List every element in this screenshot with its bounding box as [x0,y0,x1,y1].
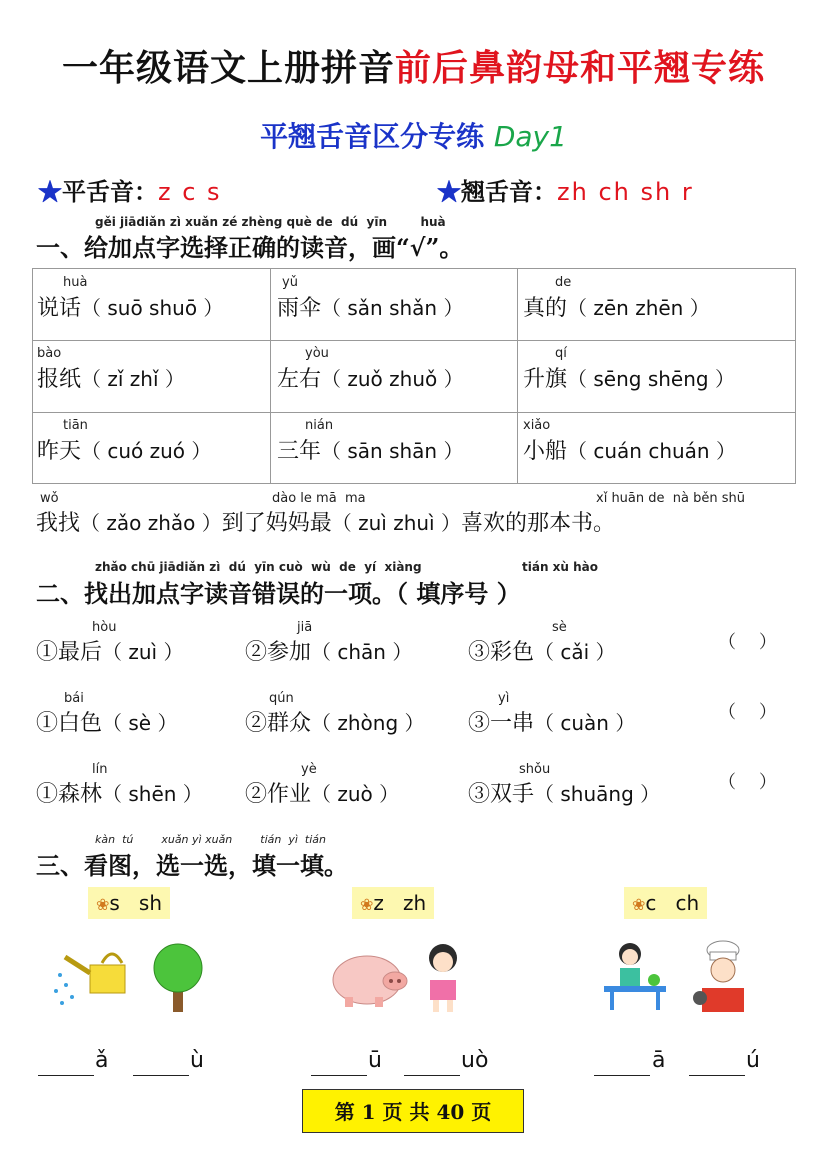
sentence-option[interactable]: （ zuì zhuì ） [331,511,461,535]
blank-tone: ú [746,1048,760,1073]
girl-icon [418,940,468,1015]
flat-tongue-row [38,172,222,207]
option-label: ❀c ch [624,887,707,919]
table-cell[interactable]: 昨天（ cuó zuó ） [37,439,212,464]
answer-blank[interactable] [689,1075,745,1076]
curl-value: zh ch sh r [557,178,694,206]
watering-can-icon [50,935,140,1015]
answer-blank[interactable] [133,1075,189,1076]
cell-pinyin: yòu [305,346,329,361]
cell-pinyin: yǔ [282,275,298,290]
sentence-pinyin: dào le mā ma [272,491,366,506]
flat-label: 平舌音： [62,177,158,206]
section2-heading: 二、找出加点字读音错误的一项。（ 填序号 ） [36,579,521,608]
pig-icon [325,945,415,1010]
sentence-pinyin: xǐ huān de nà běn shū [596,491,745,506]
answer-blank[interactable] [38,1075,94,1076]
answer-box[interactable]: （ ） [718,772,777,793]
item-pinyin: yì [498,691,510,706]
chef-icon [688,940,753,1015]
item-pinyin: yè [301,762,317,777]
title-part1: 一年级语文上册拼音 [61,47,395,89]
blank-tone: ǎ [95,1048,109,1073]
pear-icon: ❀ [632,895,646,914]
item-pinyin: jiā [297,620,313,635]
option-item[interactable]: ②群众（ zhòng ） [245,711,425,736]
table-cell[interactable]: 小船（ cuán chuán ） [523,439,736,464]
flat-value: z c s [158,178,222,206]
section3-pinyin: kàn tú xuǎn yì xuǎn tián yì tián [95,833,326,846]
item-pinyin: lín [92,762,108,777]
subtitle-text: 平翘舌音区分专练 [260,120,485,153]
blank-tone: uò [461,1048,489,1073]
pear-icon: ❀ [360,895,374,914]
table-cell[interactable]: 雨伞（ sǎn shǎn ） [277,296,464,321]
cell-pinyin: de [555,275,572,290]
subtitle-day: Day1 [493,120,567,153]
cell-pinyin: nián [305,418,334,433]
choice-table [32,268,796,484]
sentence-option[interactable]: （ zǎo zhǎo ） [80,511,222,535]
curled-tongue-row [437,172,694,207]
blank-tone: ā [652,1048,666,1073]
option-label: ❀z zh [352,887,434,919]
table-cell[interactable]: 三年（ sān shān ） [277,439,464,464]
answer-blank[interactable] [594,1075,650,1076]
curl-label: 翘舌音： [461,177,557,206]
section2-pinyin-2: tián xù hào [522,560,599,574]
item-pinyin: qún [269,691,294,706]
table-cell[interactable]: 真的（ zēn zhēn ） [523,296,710,321]
tree-icon [148,940,208,1015]
option-item[interactable]: ②作业（ zuò ） [245,782,400,807]
item-pinyin: hòu [92,620,117,635]
table-cell[interactable]: 升旗（ sēng shēng ） [523,367,735,392]
sentence-line: 我找（ zǎo zhǎo ）到了妈妈最（ zuì zhuì ）喜欢的那本书。 [36,511,615,536]
cell-pinyin: bào [37,346,62,361]
option-item[interactable]: ③双手（ shuāng ） [468,782,661,807]
answer-blank[interactable] [404,1075,460,1076]
option-item[interactable]: ①森林（ shēn ） [36,782,203,807]
pear-icon: ❀ [96,895,110,914]
blank-tone: ù [190,1048,204,1073]
option-item[interactable]: ①最后（ zuì ） [36,640,184,665]
section1-heading: 一、给加点字选择正确的读音，画“√”。 [36,233,464,262]
table-cell[interactable]: 报纸（ zǐ zhǐ ） [37,367,185,392]
answer-box[interactable]: （ ） [718,632,777,653]
page-title [0,40,827,91]
subtitle [0,115,827,155]
cell-pinyin: qí [555,346,567,361]
table-cell[interactable]: 左右（ zuǒ zhuǒ ） [277,367,464,392]
section3-heading: 三、看图，选一选，填一填。 [36,851,348,880]
option-item[interactable]: ②参加（ chān ） [245,640,413,665]
section2-pinyin: zhǎo chū jiādiǎn zì dú yīn cuò wù de yí xiàng [95,560,422,574]
star-icon: ★ [38,177,62,206]
table-cell[interactable]: 说话（ suō shuō ） [37,296,224,321]
item-pinyin: bái [64,691,84,706]
blank-tone: ū [368,1048,382,1073]
section1-pinyin: gěi jiādiǎn zì xuǎn zé zhèng què de dú yīn huà [95,215,446,229]
option-item[interactable]: ③彩色（ cǎi ） [468,640,616,665]
sentence-pinyin: wǒ [40,491,59,506]
star-icon: ★ [437,177,461,206]
option-item[interactable]: ①白色（ sè ） [36,711,178,736]
page-number: 第 1 页 共 40 页 [302,1089,524,1133]
option-item[interactable]: ③一串（ cuàn ） [468,711,636,736]
answer-blank[interactable] [311,1075,367,1076]
girl-at-table-icon [602,940,672,1015]
item-pinyin: shǒu [519,762,551,777]
cell-pinyin: huà [63,275,88,290]
cell-pinyin: xiǎo [523,418,551,433]
answer-box[interactable]: （ ） [718,702,777,723]
title-part2: 前后鼻韵母和平翘专练 [395,47,766,89]
item-pinyin: sè [552,620,567,635]
option-label: ❀s sh [88,887,170,919]
cell-pinyin: tiān [63,418,88,433]
